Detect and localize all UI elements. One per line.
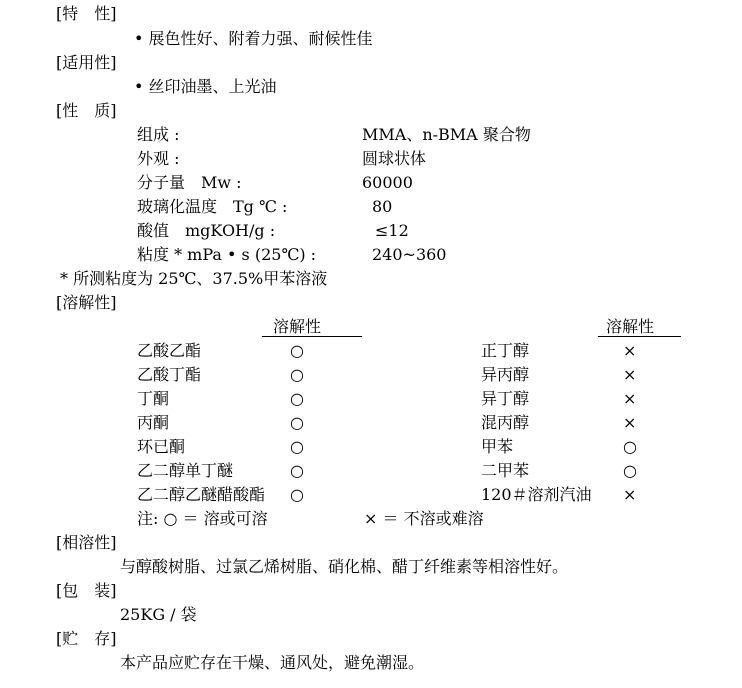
solvent-name: 混丙醇: [481, 413, 530, 432]
solubility-mark: ○: [623, 461, 637, 480]
quality-label-composition: 组成 :: [137, 125, 180, 144]
solubility-note-soluble: 注: ○ ＝ 溶或可溶: [137, 509, 268, 528]
quality-value-appearance: 圆球状体: [362, 149, 427, 168]
solvent-name: 乙二醇单丁醚: [137, 461, 234, 480]
quality-label-molecular-weight: 分子量 Mw :: [137, 173, 242, 192]
solubility-mark: ×: [623, 485, 637, 504]
solubility-mark: ○: [290, 413, 304, 432]
solubility-col-header-left-rule: [262, 336, 362, 337]
solvent-name: 丁酮: [137, 389, 170, 408]
packaging-header: [包 装]: [56, 581, 117, 600]
compatibility-header: [相溶性]: [56, 533, 117, 552]
solubility-mark: ×: [623, 389, 637, 408]
solvent-name: 乙酸乙酯: [137, 341, 202, 360]
quality-value-glass-transition: 80: [372, 197, 393, 216]
quality-value-composition: MMA、n-BMA 聚合物: [362, 125, 531, 144]
solubility-mark: ○: [290, 365, 304, 384]
solubility-mark: ○: [290, 485, 304, 504]
solubility-header: [溶解性]: [56, 293, 117, 312]
solvent-name: 丙酮: [137, 413, 170, 432]
quality-label-viscosity: 粘度 * mPa • s (25℃) :: [137, 245, 317, 264]
properties-bullet: • 展色性好、附着力强、耐候性佳: [134, 29, 373, 48]
solvent-name: 正丁醇: [481, 341, 530, 360]
solubility-col-header-right: 溶解性: [606, 317, 655, 336]
compatibility-text: 与醇酸树脂、过氯乙烯树脂、硝化棉、醋丁纤维素等相溶性好。: [120, 557, 569, 576]
solubility-mark: ○: [623, 437, 637, 456]
properties-header: [特 性]: [56, 4, 117, 23]
solvent-name: 二甲苯: [481, 461, 530, 480]
solvent-name: 乙二醇乙醚醋酸酯: [137, 485, 266, 504]
solvent-name: 异丙醇: [481, 365, 530, 384]
solvent-name: 异丁醇: [481, 389, 530, 408]
solvent-name: 甲苯: [481, 437, 514, 456]
solubility-mark: ×: [623, 341, 637, 360]
solubility-mark: ×: [623, 365, 637, 384]
applications-bullet: • 丝印油墨、上光油: [134, 77, 277, 96]
solubility-mark: ○: [290, 389, 304, 408]
applications-header: [适用性]: [56, 53, 117, 72]
solubility-mark: ○: [290, 437, 304, 456]
quality-value-molecular-weight: 60000: [362, 173, 413, 192]
solvent-name: 120＃溶剂汽油: [481, 485, 592, 504]
quality-header: [性 质]: [56, 101, 117, 120]
solubility-mark: ○: [290, 341, 304, 360]
packaging-text: 25KG / 袋: [120, 605, 197, 624]
solvent-name: 环已酮: [137, 437, 186, 456]
quality-label-glass-transition: 玻璃化温度 Tg ℃ :: [137, 197, 288, 216]
quality-label-appearance: 外观 :: [137, 149, 180, 168]
quality-footnote: * 所测粘度为 25℃、37.5%甲苯溶液: [60, 269, 328, 288]
storage-header: [贮 存]: [56, 629, 117, 648]
solubility-col-header-left: 溶解性: [273, 317, 322, 336]
solubility-mark: ×: [623, 413, 637, 432]
storage-text: 本产品应贮存在干燥、通风处，避免潮湿。: [120, 653, 425, 672]
solvent-name: 乙酸丁酯: [137, 365, 202, 384]
solubility-note-insoluble: × ＝ 不溶或难溶: [364, 509, 484, 528]
quality-value-acid-value: ≤12: [375, 221, 409, 240]
quality-label-acid-value: 酸值 mgKOH/g :: [137, 221, 276, 240]
solubility-mark: ○: [290, 461, 304, 480]
quality-value-viscosity: 240~360: [372, 245, 447, 264]
solubility-col-header-right-rule: [598, 336, 681, 337]
